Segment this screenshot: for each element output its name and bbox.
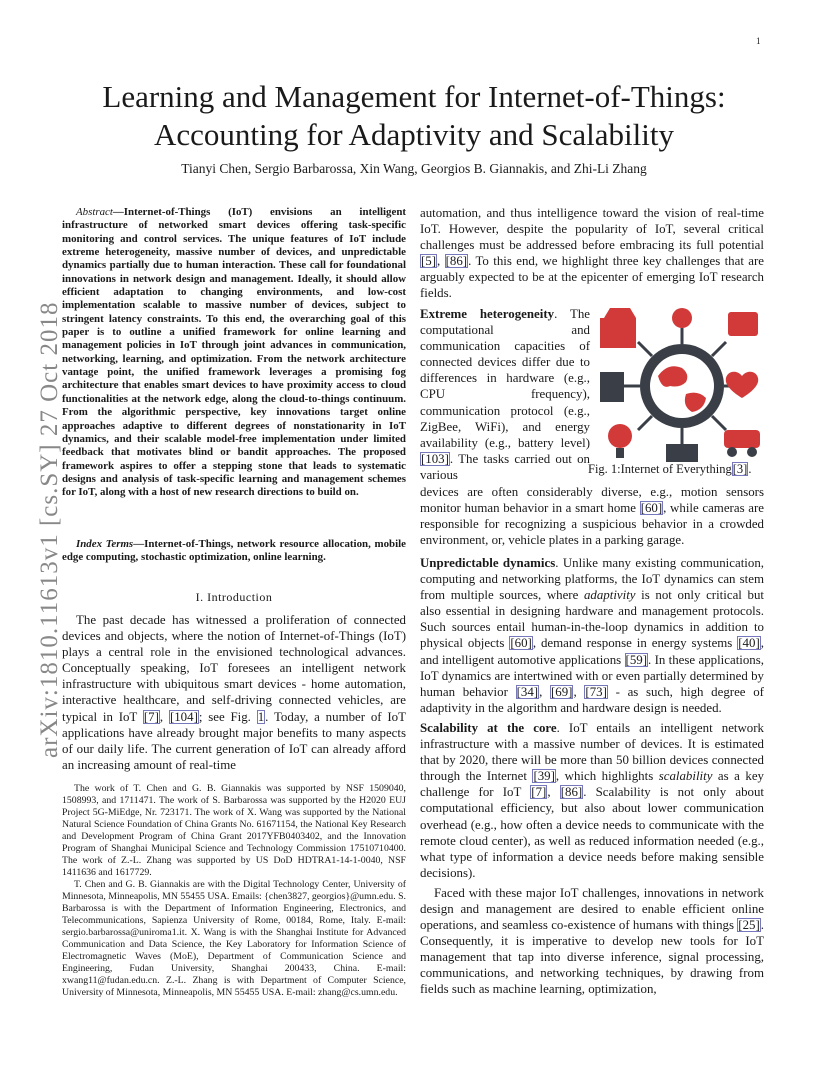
citation-link[interactable]: [60] bbox=[510, 636, 532, 651]
emphasis-text: scalability bbox=[658, 769, 713, 784]
right-paragraphs-2 bbox=[420, 555, 764, 998]
citation-link[interactable]: [69] bbox=[551, 684, 573, 699]
footnotes bbox=[62, 783, 406, 999]
paragraph-text: . Unlike many existing communication, computing and networking platforms, the IoT dynamics can stem from multiple sources, where bbox=[420, 556, 764, 603]
abstract-text: —Internet-of-Things (IoT) envisions an intelligent infrastructure of networked smart devices offering task-specific monitoring and control services. The unique features of IoT include extreme heterogeneity, massive number of devices, and unpredictable dynamics partially due to human interaction. These call for foundational innovations in network design and management. Ideally, it should allow efficient adaptation to changing environments, and low-cost implementation scalable to massive number of devices, subject to stringent latency constraints. To this end, the overarching goal of this paper is to outline a unified framework for online learning and management policies in IoT through joint advances in communication, networking, learning, and optimization. From the network architecture vantage point, the unified framework leverages a promising fog architecture that enables smart devices to have proximity access to cloud functionalities at the network edge, along the cloud-to-things continuum. From the algorithmic perspective, key innovations target online approaches adaptive to different degrees of nonstationarity in IoT dynamics, and their scalable model-free implementation under limited feedback that motivates blind or bandit approaches. The proposed framework aspires to offer a stepping stone that leads to systematic designs and analysis of task-specific learning and management schemes for IoT, along with a host of new research directions to build on. bbox=[62, 206, 406, 499]
paragraph-text: . IoT entails an intelligent network infrastructure with a massive number of devices. It is estimated that by 2020, there will be more than 50 billion devices connected through the Internet bbox=[420, 720, 764, 784]
footnote-funding: The work of T. Chen and G. B. Giannakis was supported by NSF 1509040, 1508993, and 1711471. The work of S. Barbarossa was supported by the H2020 EUJ Project 5G-MiEdge, Nr. 723171. The work of X. Wang was supported by the National Natural Science Foundation of China Grants No. 61671154, the National Key Research and Development Program of China Grant 2017YFB0403402, and the Innovation Program of Shanghai Municipal Science and Technology Commission 17510710400. The work of Z.-L. Zhang was supported by US DoD HDTRA1-14-1-0040, NSF 1411636 and 1617729. bbox=[62, 783, 406, 878]
figure-link[interactable]: 1 bbox=[257, 709, 265, 724]
citation-link[interactable]: [59] bbox=[625, 652, 648, 667]
citation-link[interactable]: [60] bbox=[640, 501, 663, 516]
heterogeneity-continued bbox=[420, 484, 764, 548]
citation-link[interactable]: [40] bbox=[738, 636, 760, 651]
emphasis-text: adaptivity bbox=[583, 588, 636, 603]
citation-link[interactable]: [34] bbox=[516, 684, 539, 699]
paragraph-text: , bbox=[547, 785, 560, 800]
citation-link[interactable]: [5] bbox=[421, 254, 437, 269]
paragraph-text: , bbox=[539, 684, 550, 699]
citation-link[interactable]: [86] bbox=[445, 254, 468, 269]
citation-link[interactable]: [7] bbox=[531, 785, 547, 800]
iot-illustration bbox=[600, 306, 764, 464]
intro-text: The past decade has witnessed a proliferation of connected devices and objects, where the notion of Internet-of-Things (IoT) plays a central role in the envisioned technological advances. Conceptually speaking, IoT foresees an intelligent network infrastructure with ubiquitous smart devices - home automation, interactive healthcare, and self-driving connected vehicles, are typical in IoT bbox=[62, 613, 406, 724]
intro-paragraph bbox=[62, 612, 406, 773]
paragraph-text: Faced with these major IoT challenges, innovations in network design and management are desired to enable efficient online operations, and seamless co-existence of humans with things bbox=[420, 885, 764, 933]
internet-of-everything-figure bbox=[600, 306, 764, 464]
paragraph-text: . To this end, we highlight three key challenges that are arguably expected to be at the epicenter of emerging IoT research fields. bbox=[420, 254, 764, 301]
citation-link[interactable]: [25] bbox=[738, 918, 760, 933]
footnote-affiliations: T. Chen and G. B. Giannakis are with the Digital Technology Center, University of Minnesota, Minneapolis, MN 55455 USA. Emails: {chen3827, georgios}@umn.edu. S. Barbarossa is with the Department of Information Engineering, Electronics, and Telecommunications, Sapienza University of Rome, 00184, Rome, Italy. E-mail: sergio.barbarossa@uniroma1.it. X. Wang is with the Shanghai Institute for Advanced Communication and Data Science, the Key Laboratory for Information Science of Electromagnetic Waves (MoE), Department of Communication Science and Engineering, Fudan University, Shanghai 200433, China. E-mail: xwang11@fudan.edu.cn. Z.-L. Zhang is with Department of Computer Science, University of Minnesota, Minneapolis, MN 55455 USA. E-mail: zhang@cs.umn.edu. bbox=[62, 879, 406, 998]
title-line-1: Learning and Management for Internet-of-Things: bbox=[102, 79, 726, 114]
paragraph-text: . Scalability is not only about computational efficiency, but also about lower communication overhead (e.g., how often a device needs to communicate with the remote cloud center), as well as reduced information needed (e.g., what type of information a device needs before making sensible decisions). bbox=[420, 785, 765, 880]
figure-caption: Fig. 1:Internet of Everything[3]. bbox=[588, 462, 752, 476]
heterogeneity-heading: Extreme heterogeneity bbox=[420, 307, 555, 321]
paper-title bbox=[60, 78, 768, 154]
paragraph-text: . In these applications, IoT dynamics are intertwined with or even partially determined by human behavior bbox=[420, 652, 764, 699]
author-list: Tianyi Chen, Sergio Barbarossa, Xin Wang, Georgios B. Giannakis, and Zhi-Li Zhang bbox=[181, 161, 647, 176]
citation-link[interactable]: [73] bbox=[585, 684, 607, 699]
page-number: 1 bbox=[756, 36, 761, 46]
paragraph-text: , and intelligent automotive applications bbox=[420, 636, 764, 667]
caption-text: Fig. 1:Internet of Everything bbox=[588, 462, 732, 476]
right-paragraph-1 bbox=[420, 205, 764, 302]
abstract-label: Abstract bbox=[76, 206, 113, 218]
citation-link[interactable]: [104] bbox=[169, 709, 198, 724]
citation-link[interactable]: [39] bbox=[533, 769, 555, 784]
citation-link[interactable]: [103] bbox=[421, 451, 449, 466]
citation-link[interactable]: [3] bbox=[732, 462, 748, 476]
paragraph-text: . Consequently, it is imperative to develop new tools for IoT management that tap into diverse inference, signal processing, communications, and networking techniques, by drawing from fields such as machine learning, optimization, bbox=[420, 918, 764, 997]
intro-text: . Today, a number of IoT applications have already brought major benefits to many aspects of our daily life. The current generation of IoT can already afford an increasing amount of real-time bbox=[62, 709, 407, 772]
paragraph-text: . The computational and communication capacities of connected devices differ due to differences in hardware (e.g., CPU frequency), communication protocol (e.g., ZigBee, WiFi), and energy availability (e.g., battery level) bbox=[420, 307, 590, 450]
paragraph-text: , bbox=[573, 684, 585, 699]
paragraph-text: , while cameras are responsible for recognizing a suspicious behavior in a crowded environment, or, vehicle plates in a parking garage. bbox=[420, 501, 764, 548]
index-terms-label: Index Terms bbox=[76, 538, 134, 550]
paragraph-text: - as such, high degree of adaptivity in the algorithm and hardware design is needed. bbox=[420, 684, 764, 715]
abstract bbox=[62, 206, 406, 500]
index-terms-text: —Internet-of-Things, network resource allocation, mobile edge computing, stochastic optimization, online learning. bbox=[62, 538, 406, 564]
paragraph-text: , which highlights bbox=[555, 769, 659, 784]
paragraph-text: , demand response in energy systems bbox=[532, 636, 738, 651]
arxiv-identifier: arXiv:1810.11613v1 [cs.SY] 27 Oct 2018 bbox=[36, 301, 63, 758]
heterogeneity-paragraph bbox=[420, 306, 590, 483]
paragraph-text: automation, and thus intelligence toward the vision of real-time IoT. However, despite the popularity of IoT, several critical challenges must be addressed before embracing its full potential bbox=[420, 206, 764, 253]
section-heading: I. Introduction bbox=[195, 590, 273, 604]
paragraph-text: . The tasks carried out on various bbox=[420, 451, 590, 482]
paragraph-text: is not only critical but also essential in designing hardware and management protocols. Such sources entail human-in-the-loop dynamics in addition to physical objects bbox=[420, 588, 764, 651]
unpredictable-heading: Unpredictable dynamics bbox=[420, 556, 556, 570]
citation-link[interactable]: [86] bbox=[560, 785, 583, 800]
paragraph-text: devices are often considerably diverse, e.g., motion sensors monitor human behavior in a smart home bbox=[420, 485, 764, 516]
paragraph-text: as a key challenge for IoT bbox=[420, 769, 764, 800]
index-terms bbox=[62, 538, 406, 565]
citation-link[interactable]: [7] bbox=[143, 709, 159, 724]
paragraph-text: , bbox=[437, 254, 445, 269]
intro-text: ; see Fig. bbox=[198, 709, 257, 724]
scalability-heading: Scalability at the core bbox=[420, 720, 557, 735]
title-line-2: Accounting for Adaptivity and Scalability bbox=[153, 117, 674, 152]
intro-text: , bbox=[159, 709, 169, 724]
